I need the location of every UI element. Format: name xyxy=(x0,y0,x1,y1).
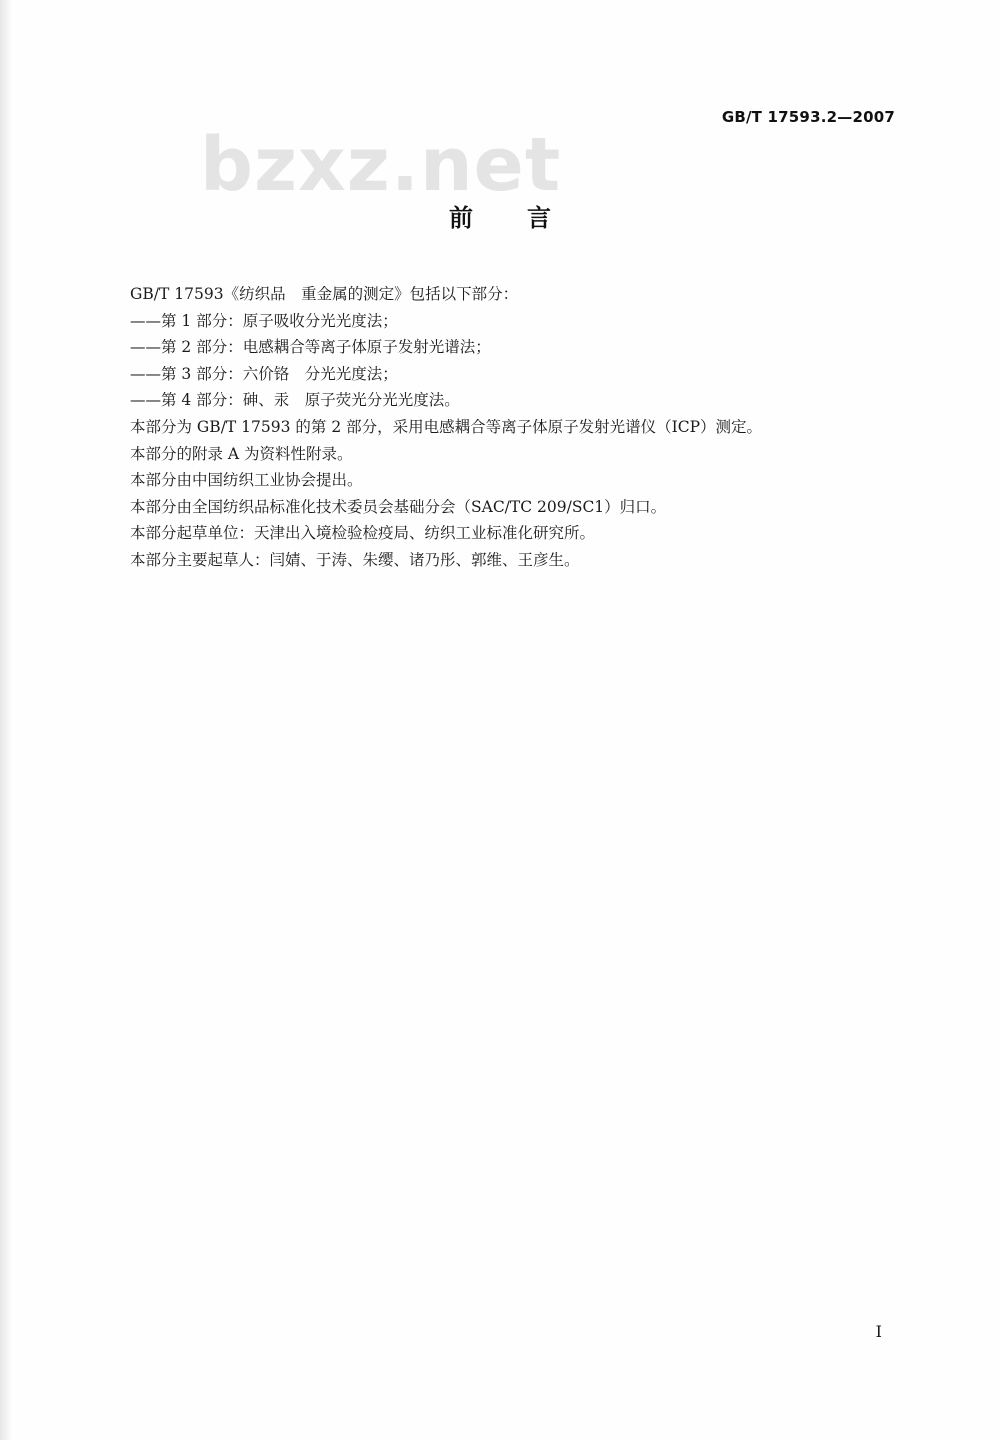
foreword-body xyxy=(130,281,890,574)
paragraph-intro: GB/T 17593《纺织品 重金属的测定》包括以下部分： xyxy=(130,285,519,303)
paragraph-scope: 本部分为 GB/T 17593 的第 2 部分，采用电感耦合等离子体原子发射光谱仪（ICP）测定。 xyxy=(130,417,763,436)
page-number: I xyxy=(875,1322,882,1341)
page-title: 前言 xyxy=(449,204,605,232)
paragraph-drafters: 本部分主要起草人：闫婧、于涛、朱缨、诸乃彤、郭维、王彦生。 xyxy=(130,550,580,569)
paragraph-committee: 本部分由全国纺织品标准化技术委员会基础分会（SAC/TC 209/SC1）归口。 xyxy=(130,497,667,516)
list-item-part-3: ——第 3 部分：六价铬 分光光度法； xyxy=(130,364,398,383)
list-item-part-2: ——第 2 部分：电感耦合等离子体原子发射光谱法； xyxy=(130,338,491,357)
paragraph-drafting-units: 本部分起草单位：天津出入境检验检疫局、纺织工业标准化研究所。 xyxy=(130,524,596,543)
list-item-part-1: ——第 1 部分：原子吸收分光光度法； xyxy=(130,311,398,330)
watermark: bzxz.net xyxy=(200,122,562,208)
list-item-part-4: ——第 4 部分：砷、汞 原子荧光分光光度法。 xyxy=(130,391,460,410)
paragraph-annex: 本部分的附录 A 为资料性附录。 xyxy=(130,444,353,463)
paragraph-proposer: 本部分由中国纺织工业协会提出。 xyxy=(130,471,363,490)
standard-number: GB/T 17593.2—2007 xyxy=(721,108,895,126)
